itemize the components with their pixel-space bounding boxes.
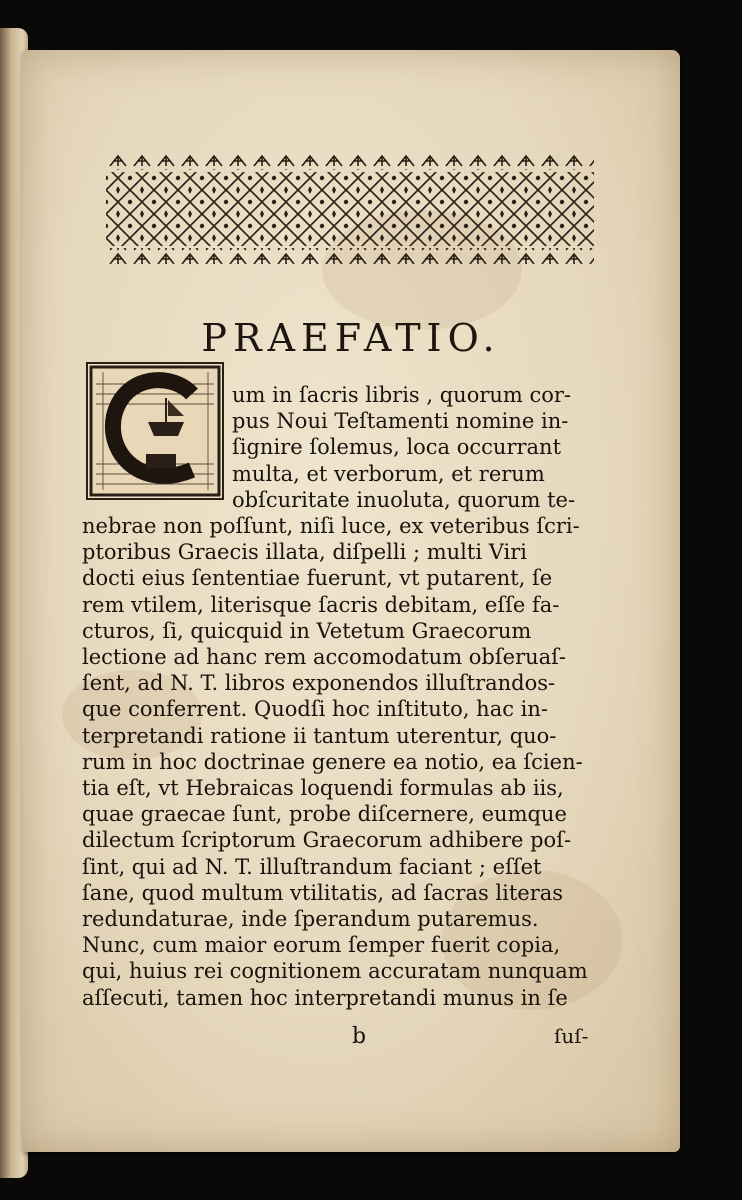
text-line: nebrae non poſſunt, niſi luce, ex veteribus ſcri- [82, 514, 580, 538]
headpiece-ornament [106, 154, 594, 264]
text-line: terpretandi ratione ii tantum uterentur, quo- [82, 723, 557, 748]
text-line: rem vtilem, literisque ſacris debitam, eſſe fa- [82, 592, 560, 617]
text-line: obſcuritate inuoluta, quorum te- [232, 487, 576, 512]
signature-mark: b [352, 1024, 367, 1049]
text-line: lectione ad hanc rem accomodatum obſeruaſ- [82, 645, 567, 669]
text-line: ſent, ad N. T. libros exponendos illuſtrandos- [82, 671, 556, 696]
text-line: multa, et verborum, et rerum [232, 461, 545, 486]
text-line: rum in hoc doctrinae genere ea notio, ea ſcien- [82, 749, 583, 774]
text-line: docti eius ſententiae fuerunt, vt putarent, ſe [82, 566, 553, 591]
text-line: redundaturae, inde ſperandum putaremus. [82, 907, 539, 931]
text-line: qui, huius rei cognitionem accuratam nunquam [82, 959, 588, 984]
text-line: ptoribus Graecis illata, diſpelli ; multi Viri [82, 540, 527, 565]
text-line: dilectum ſcriptorum Graecorum adhibere poſ- [82, 828, 572, 853]
text-line: cturos, ſi, quicquid in Vetetum Graecorum [82, 618, 532, 643]
text-line: ſane, quod multum vtilitatis, ad ſacras literas [82, 880, 564, 905]
text-line: um in ſacris libris , quorum cor- [232, 383, 572, 407]
text-line: aſſecuti, tamen hoc interpretandi munus in ſe [82, 985, 568, 1010]
book-page [22, 50, 680, 1152]
text-line: tia eſt, vt Hebraicas loquendi formulas ab iis, [82, 776, 564, 800]
catchword: ſuſ- [554, 1024, 589, 1048]
text-line: pus Noui Teſtamenti nomine in- [232, 409, 569, 434]
page-title: PRAEFATIO. [201, 316, 501, 360]
text-line: quae graecae ſunt, probe diſcernere, eumque [82, 802, 567, 827]
text-line: que conferrent. Quodſi hoc inſtituto, hac in- [82, 697, 548, 722]
decorated-initial-c [86, 362, 224, 500]
text-line: Nunc, cum maior eorum ſemper fuerit copia, [82, 933, 561, 958]
text-line: ſignire ſolemus, loca occurrant [232, 435, 562, 460]
text-line: ſint, qui ad N. T. illuſtrandum faciant ; eſſet [82, 854, 542, 879]
